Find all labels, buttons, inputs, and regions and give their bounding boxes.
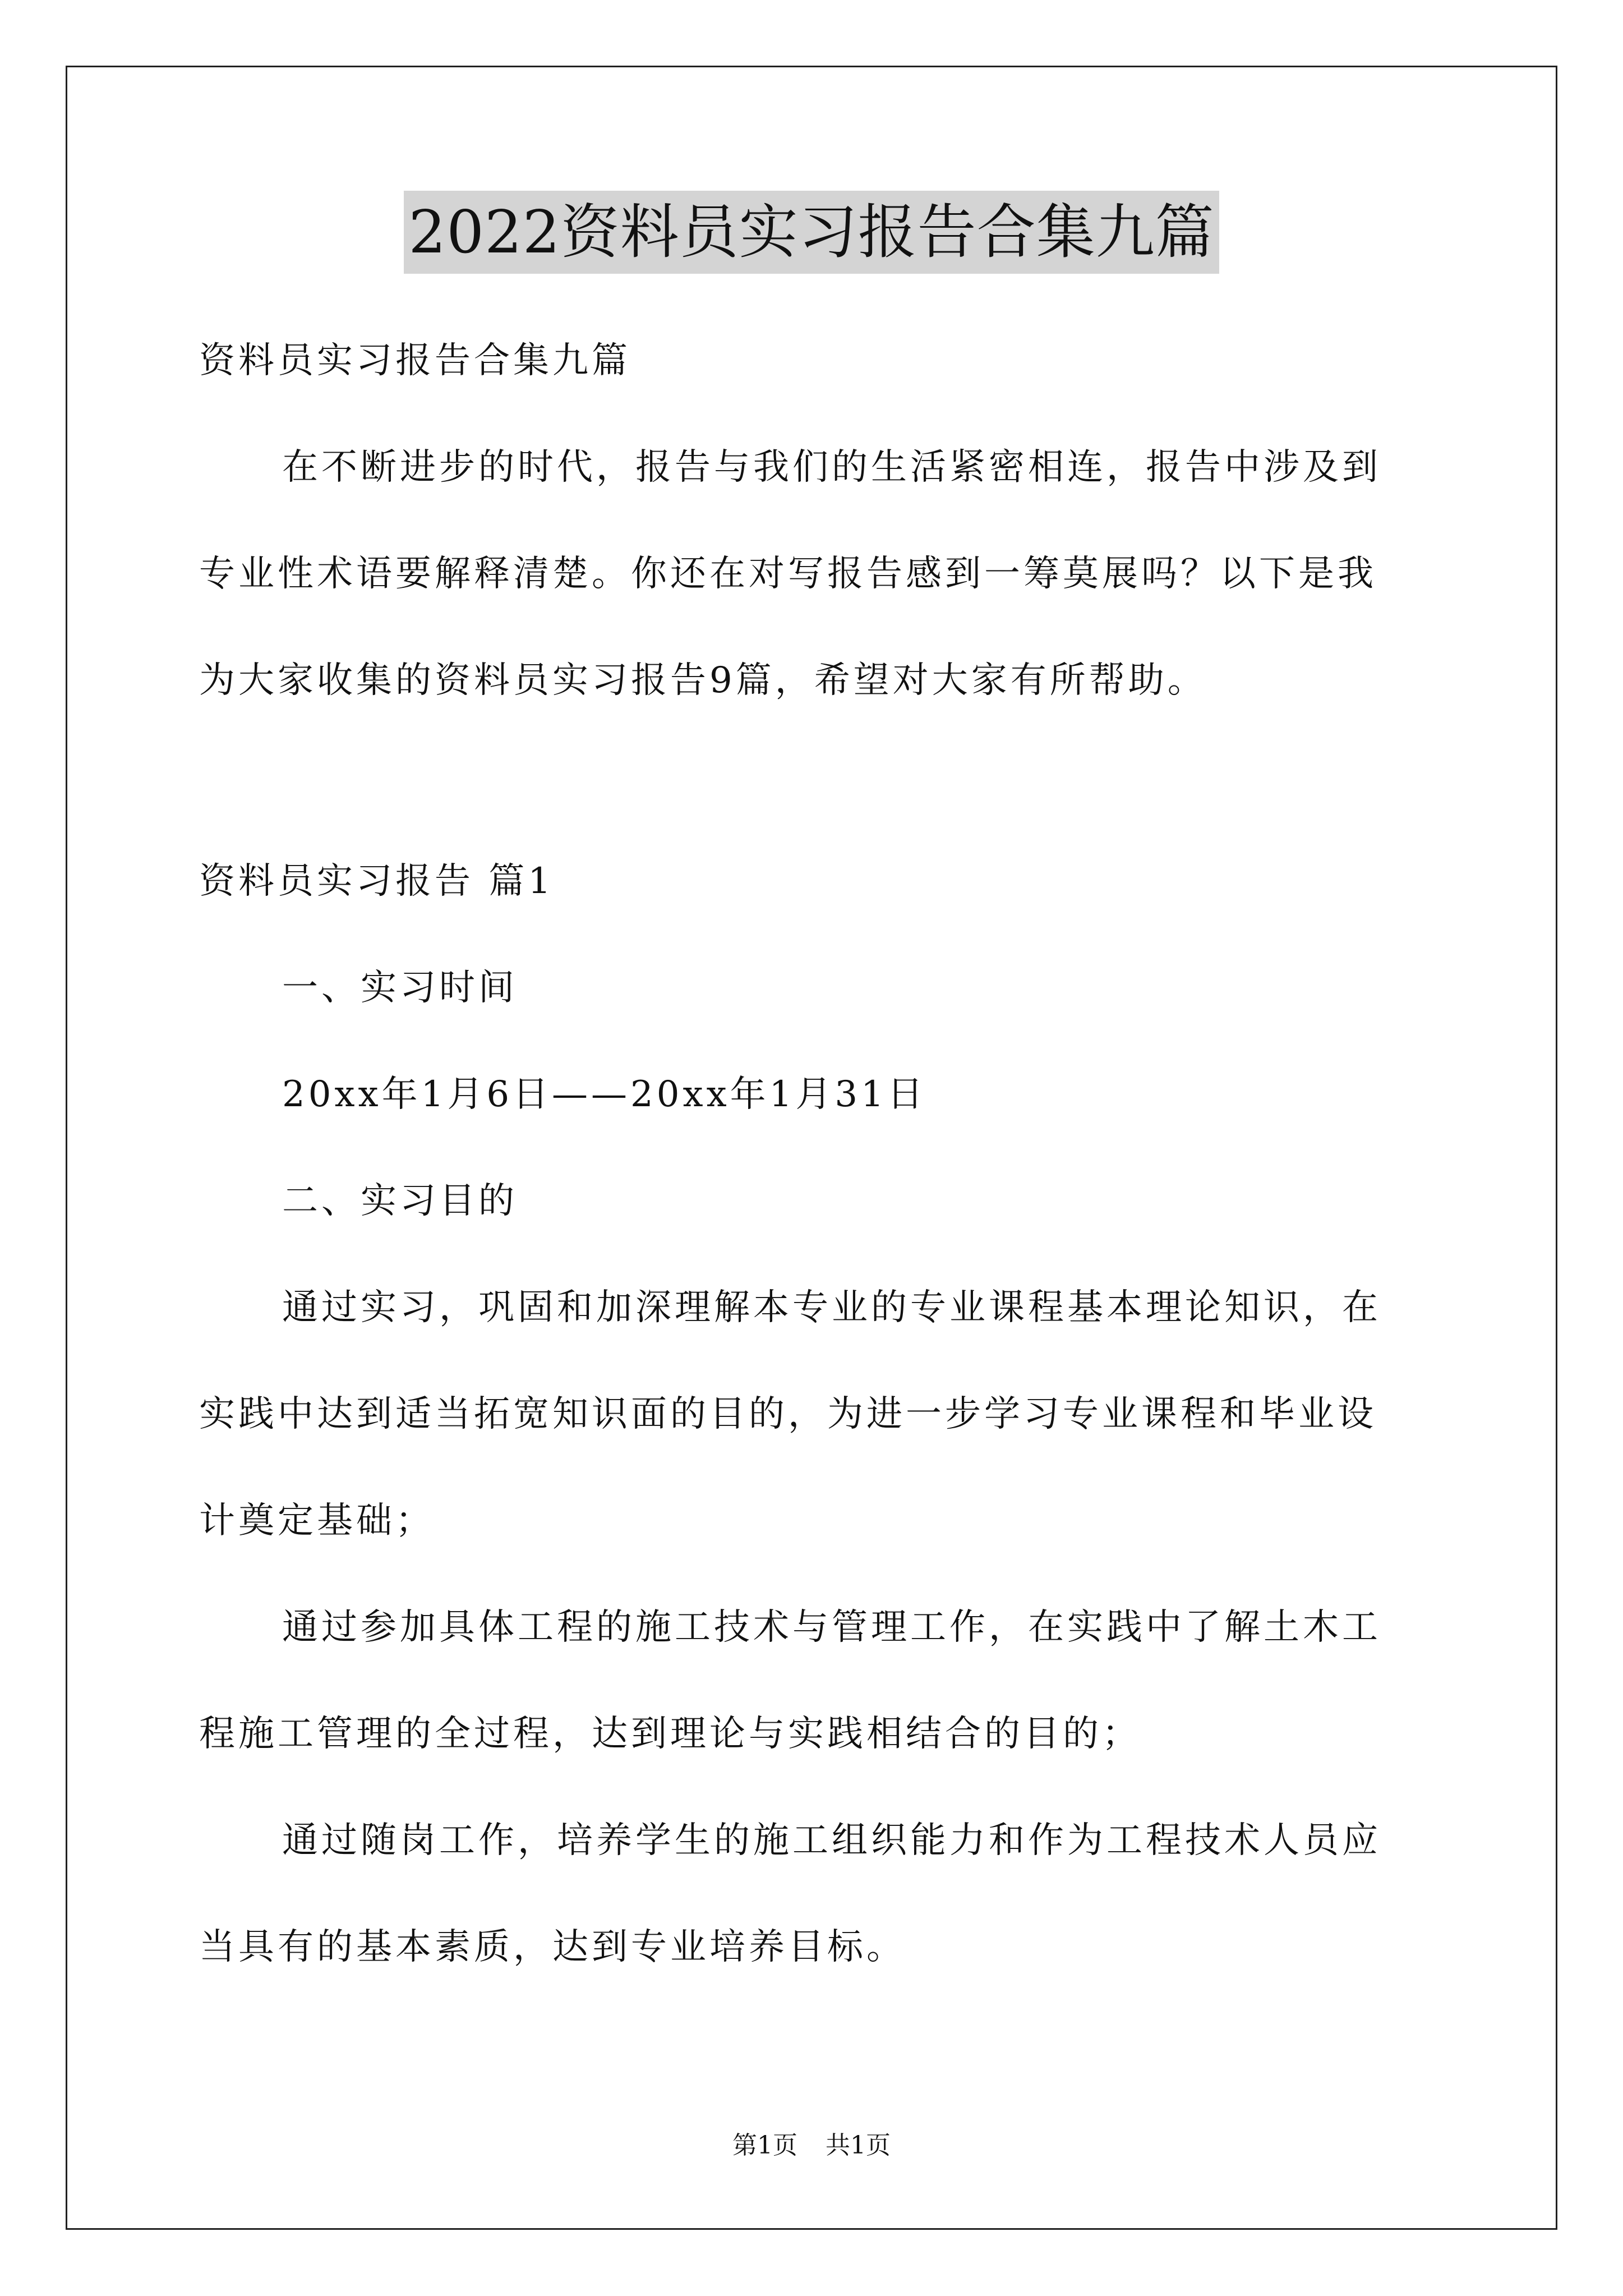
paragraph-line: 通过实习，巩固和加深理解本专业的专业课程基本理论知识，在 [282,1287,1381,1328]
page-footer [0,2129,1623,2162]
paragraph-line: 当具有的基本素质，达到专业培养目标。 [199,1926,906,1968]
page-count: 共1页 [826,2131,891,2160]
subheading-purpose: 二、实习目的 [282,1180,518,1222]
document-title: 2022资料员实习报告合集九篇 [404,191,1219,274]
section-heading: 资料员实习报告 篇1 [199,861,555,902]
paragraph-line: 计奠定基础； [199,1500,435,1542]
date-range: 20xx年1月6日——20xx年1月31日 [282,1074,926,1115]
paragraph-line: 为大家收集的资料员实习报告9篇，希望对大家有所帮助。 [199,660,1207,701]
subtitle-line: 资料员实习报告合集九篇 [199,340,631,381]
paragraph-line: 程施工管理的全过程，达到理论与实践相结合的目的； [199,1713,1141,1755]
paragraph-line: 通过参加具体工程的施工技术与管理工作，在实践中了解土木工 [282,1607,1381,1648]
subheading-time: 一、实习时间 [282,967,518,1009]
paragraph-line: 实践中达到适当拓宽知识面的目的，为进一步学习专业课程和毕业设 [199,1393,1377,1435]
paragraph-line: 专业性术语要解释清楚。你还在对写报告感到一筹莫展吗？以下是我 [199,553,1377,595]
page-number: 第1页 [732,2131,797,2160]
paragraph-line: 通过随岗工作，培养学生的施工组织能力和作为工程技术人员应 [282,1820,1381,1861]
title-container [0,191,1623,274]
paragraph-line: 在不断进步的时代，报告与我们的生活紧密相连，报告中涉及到 [282,447,1381,488]
spacer [199,734,1433,828]
document-body [199,307,1433,2000]
